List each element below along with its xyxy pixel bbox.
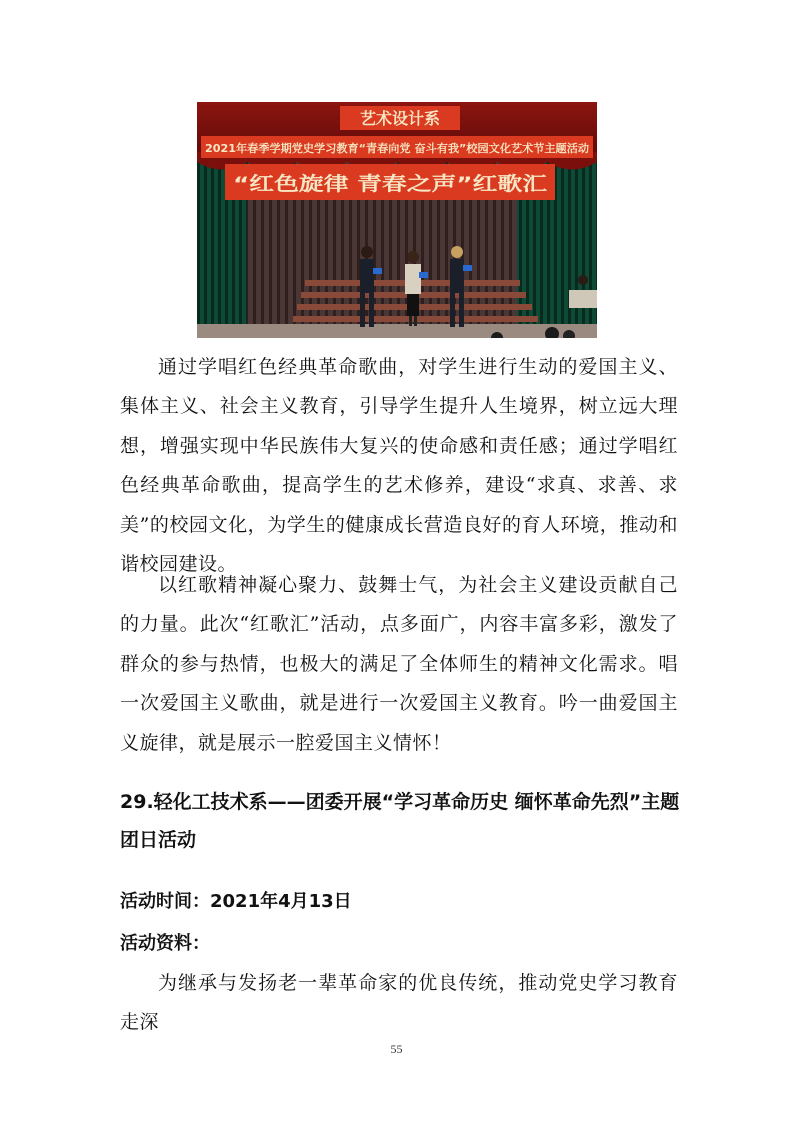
paragraph-3: 为继承与发扬老一辈革命家的优良传统，推动党史学习教育走深: [120, 972, 678, 1034]
stage-floor: [197, 324, 597, 338]
activity-time: 活动时间：2021年4月13日: [120, 891, 352, 912]
paragraph-2: 以红歌精神凝心聚力、鼓舞士气，为社会主义建设贡献自己的力量。此次“红歌汇”活动，点多面广，内容丰富多彩，激发了群众的参与热情，也极大的满足了全体师生的精神文化需求。唱一次爱国主义歌曲，就是进行一次爱国主义教育。吟一曲爱国主义旋律，就是展示一腔爱国主义情怀！: [120, 574, 678, 754]
event-photo: [197, 102, 597, 338]
section-heading: 29.轻化工技术系——团委开展“学习革命历史 缅怀革命先烈”主题团日活动: [120, 791, 680, 851]
paragraph-1: 通过学唱红色经典革命歌曲，对学生进行生动的爱国主义、集体主义、社会主义教育，引导学生提升人生境界，树立远大理想，增强实现中华民族伟大复兴的使命感和责任感；通过学唱红色经典革命歌曲，提高学生的艺术修养，建设“求真、求善、求美”的校园文化，为学生的健康成长营造良好的育人环境，推动和谐校园建设。: [120, 356, 678, 576]
activity-materials-label: 活动资料：: [120, 933, 210, 954]
banner-middle-text: 2021年春季学期党史学习教育“青春向党 奋斗有我”校园文化艺术节主题活动: [205, 142, 584, 155]
page-number: 55: [390, 1042, 403, 1056]
banner-bottom-text: “红色旋律 青春之声”红歌汇: [233, 173, 474, 195]
banner-top-text: 艺术设计系: [359, 109, 441, 128]
